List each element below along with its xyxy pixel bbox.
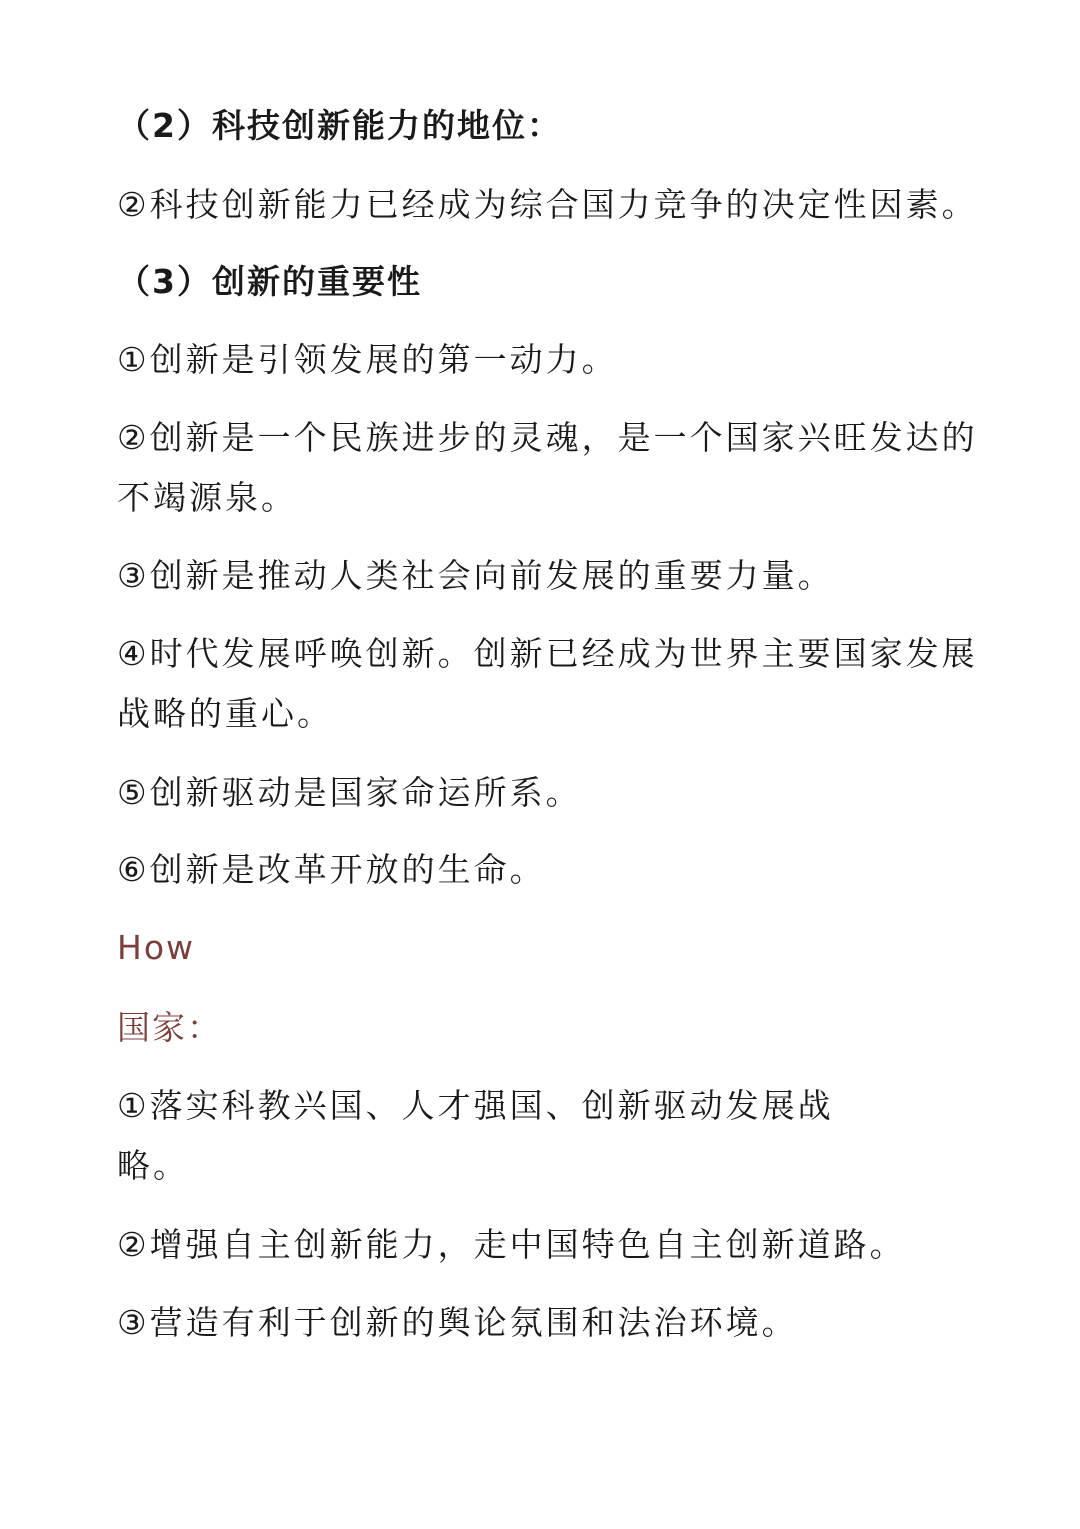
section-3-item-6: ⑥创新是改革开放的生命。 — [117, 850, 546, 889]
section-2-heading: （2）科技创新能力的地位： — [117, 106, 562, 145]
how-item-1-line-1: ①落实科教兴国、人才强国、创新驱动发展战 — [117, 1086, 834, 1125]
section-3-item-4-line-1: ④时代发展呼唤创新。创新已经成为世界主要国家发展 — [117, 634, 978, 673]
section-3-heading: （3）创新的重要性 — [117, 262, 422, 301]
how-item-2: ②增强自主创新能力，走中国特色自主创新道路。 — [117, 1225, 906, 1264]
section-3-item-5: ⑤创新驱动是国家命运所系。 — [117, 773, 582, 812]
section-3-item-1: ①创新是引领发展的第一动力。 — [117, 340, 618, 379]
section-3-item-2-line-1: ②创新是一个民族进步的灵魂，是一个国家兴旺发达的 — [117, 418, 978, 457]
section-3-item-3: ③创新是推动人类社会向前发展的重要力量。 — [117, 556, 834, 595]
how-subject-country: 国家： — [117, 1008, 222, 1047]
section-2-item-2: ②科技创新能力已经成为综合国力竞争的决定性因素。 — [117, 185, 978, 224]
how-item-1-line-2: 略。 — [117, 1146, 189, 1185]
section-3-item-4-line-2: 战略的重心。 — [117, 694, 333, 733]
how-item-3: ③营造有利于创新的舆论氛围和法治环境。 — [117, 1303, 798, 1342]
how-label: How — [117, 928, 195, 967]
section-3-item-2-line-2: 不竭源泉。 — [117, 478, 297, 517]
